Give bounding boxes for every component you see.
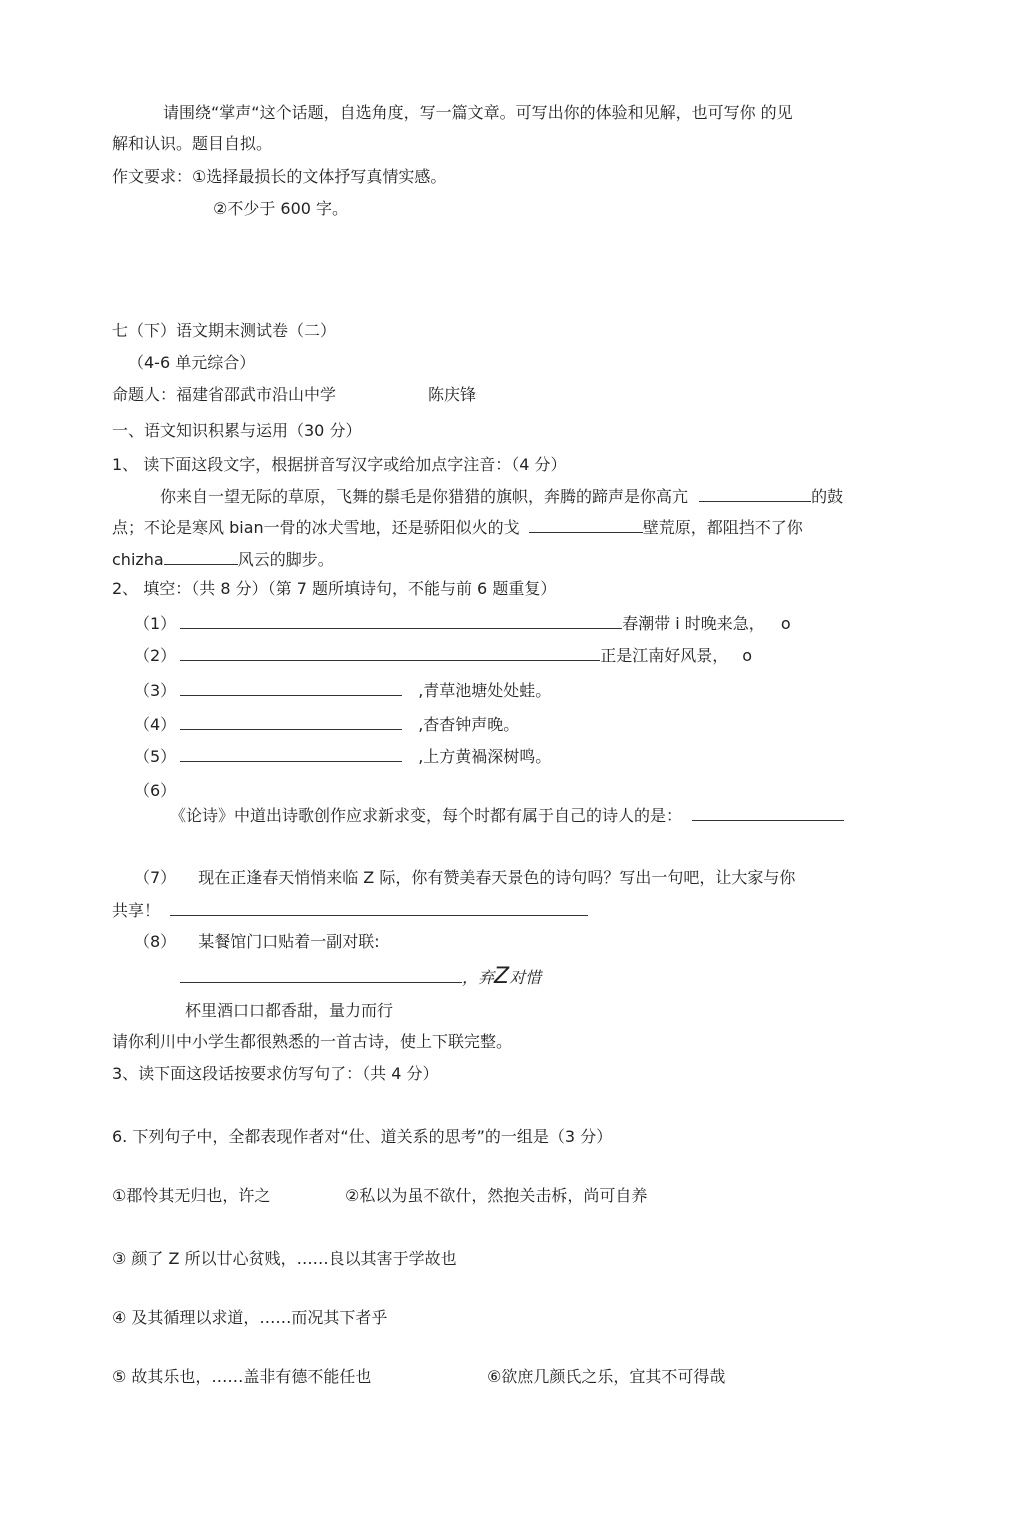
q6-option-6: ⑥欲庶几颜氏之乐，宜其不可得哉 xyxy=(487,1367,726,1386)
q6-heading: 6. 下列句子中，全都表现作者对“仕、道关系的思考”的一组是（3 分） xyxy=(112,1127,613,1146)
couplet-line2: 杯里酒口口都香甜，量力而行 xyxy=(185,1001,394,1020)
q2-item-number: （4） xyxy=(134,715,177,734)
q6-option-5: ⑤ 故其乐也，……盖非有德不能任也 xyxy=(112,1367,372,1386)
q1-text: 你来自一望无际的草原，飞舞的鬃毛是你猎猎的旗帜，奔腾的蹄声是你高亢 xyxy=(160,487,689,506)
q2-item-text: 春潮带 i 时晚来急， xyxy=(622,614,765,633)
q2-heading: 2、 填空：（共 8 分）（第 7 题所填诗句，不能与前 6 题重复） xyxy=(112,579,557,598)
q2-item-8-note: 请你利川中小学生都很熟悉的一首古诗，使上下联完整。 xyxy=(112,1032,513,1051)
couplet-line1 xyxy=(180,966,541,992)
q2-item-number: （5） xyxy=(134,747,177,766)
q2-item-text: 正是江南好风景， xyxy=(600,646,729,665)
q2-item-5 xyxy=(134,745,551,767)
q2-item-number: （8） xyxy=(134,932,177,951)
q2-item-2 xyxy=(134,644,752,666)
q2-blank-6[interactable] xyxy=(692,804,844,821)
q2-item-text: 《论诗》中道出诗歌创作应求新求变，每个时都有属于自己的诗人的是： xyxy=(170,806,683,825)
couplet-blank[interactable] xyxy=(180,966,462,983)
q2-item-7 xyxy=(134,867,795,889)
essay-requirement-2: ②不少于 600 字。 xyxy=(213,199,349,218)
q2-blank-3[interactable] xyxy=(180,679,402,696)
exam-title: 七（下）语文期末测试卷（二） xyxy=(112,321,337,340)
q1-blank-3[interactable] xyxy=(164,548,238,565)
q3-heading: 3、读下面这段话按要求仿写句了：（共 4 分） xyxy=(112,1064,439,1083)
q2-blank-4[interactable] xyxy=(180,713,402,730)
q1-blank-2[interactable] xyxy=(529,516,643,533)
couplet-text: ，弃 xyxy=(462,968,495,987)
q2-item-6-number: （6） xyxy=(134,781,177,800)
q2-item-end: o xyxy=(742,646,752,665)
q1-text: 风云的脚步。 xyxy=(237,550,334,569)
q2-item-text: ,杳杳钟声晚。 xyxy=(418,715,520,734)
q2-blank-2[interactable] xyxy=(180,644,600,661)
q2-item-text: ,青草池塘处处蛙。 xyxy=(418,681,552,700)
q1-text: chizha xyxy=(112,550,164,569)
q2-item-text: 共享！ xyxy=(112,901,161,920)
q6-option-1: ①郡怜其无归也，许之 xyxy=(112,1186,271,1205)
exam-subtitle: （4-6 单元综合） xyxy=(128,353,256,372)
q2-item-number: （1） xyxy=(134,614,177,633)
essay-requirement-1: 作文要求：①选择最损长的文体抒写真情实感。 xyxy=(112,167,447,186)
q1-blank-1[interactable] xyxy=(699,485,811,502)
q6-option-4: ④ 及其循理以求道，……而况其下者乎 xyxy=(112,1308,388,1327)
q2-item-number: （3） xyxy=(134,681,177,700)
q2-item-number: （2） xyxy=(134,646,177,665)
q1-text: 壁荒原，都阻挡不了你 xyxy=(642,518,803,537)
q2-item-8 xyxy=(134,931,380,953)
section1-heading: 一、语文知识积累与运用（30 分） xyxy=(112,421,362,440)
q6-option-2: ②私以为虽不欲什，然抱关击柝，尚可自养 xyxy=(345,1186,648,1205)
q1-text: 点；不论是寒风 bian一骨的冰犬雪地，还是骄阳似火的戈 xyxy=(112,518,520,537)
q2-item-6 xyxy=(170,804,844,826)
essay-prompt-line1: 请围绕“掌声“这个话题，自选角度，写一篇文章。可写出你的体验和见解，也可写你 的见 xyxy=(163,103,793,122)
exam-author-name: 陈庆锋 xyxy=(428,385,477,404)
essay-prompt-line2: 解和认识。题目自拟。 xyxy=(112,134,273,153)
q2-item-text: 现在正逢春天悄悄来临 Z 际，你有赞美春天景色的诗句吗？写出一句吧，让大家与你 xyxy=(198,868,796,887)
q2-item-text: ,上方黄禍深树鸣。 xyxy=(418,747,552,766)
q2-item-4 xyxy=(134,713,519,735)
q1-paragraph-line2 xyxy=(112,516,803,538)
q2-blank-7[interactable] xyxy=(170,899,588,916)
couplet-text: 对惜 xyxy=(509,968,542,987)
q1-paragraph-line1 xyxy=(160,485,843,507)
q1-text: 的鼓 xyxy=(811,487,844,506)
q2-item-3 xyxy=(134,679,551,701)
q2-blank-5[interactable] xyxy=(180,745,402,762)
q2-item-text: 某餐馆门口贴着一副对联: xyxy=(198,932,380,951)
q2-item-7-continued xyxy=(112,899,588,921)
q1-paragraph-line3 xyxy=(112,548,334,570)
q6-option-3: ③ 颜了 Z 所以廿心贫贱，……良以其害于学故也 xyxy=(112,1249,457,1268)
q2-blank-1[interactable] xyxy=(180,612,622,629)
q2-item-number: （7） xyxy=(134,868,177,887)
exam-author-label: 命题人：福建省邵武市沿山中学 xyxy=(112,385,337,404)
q1-heading: 1、 读下面这段文字，根据拼音写汉字或给加点字注音：（4 分） xyxy=(112,455,567,474)
q2-item-1 xyxy=(134,612,791,634)
couplet-text: Z xyxy=(494,964,510,989)
q2-item-end: o xyxy=(780,614,791,633)
